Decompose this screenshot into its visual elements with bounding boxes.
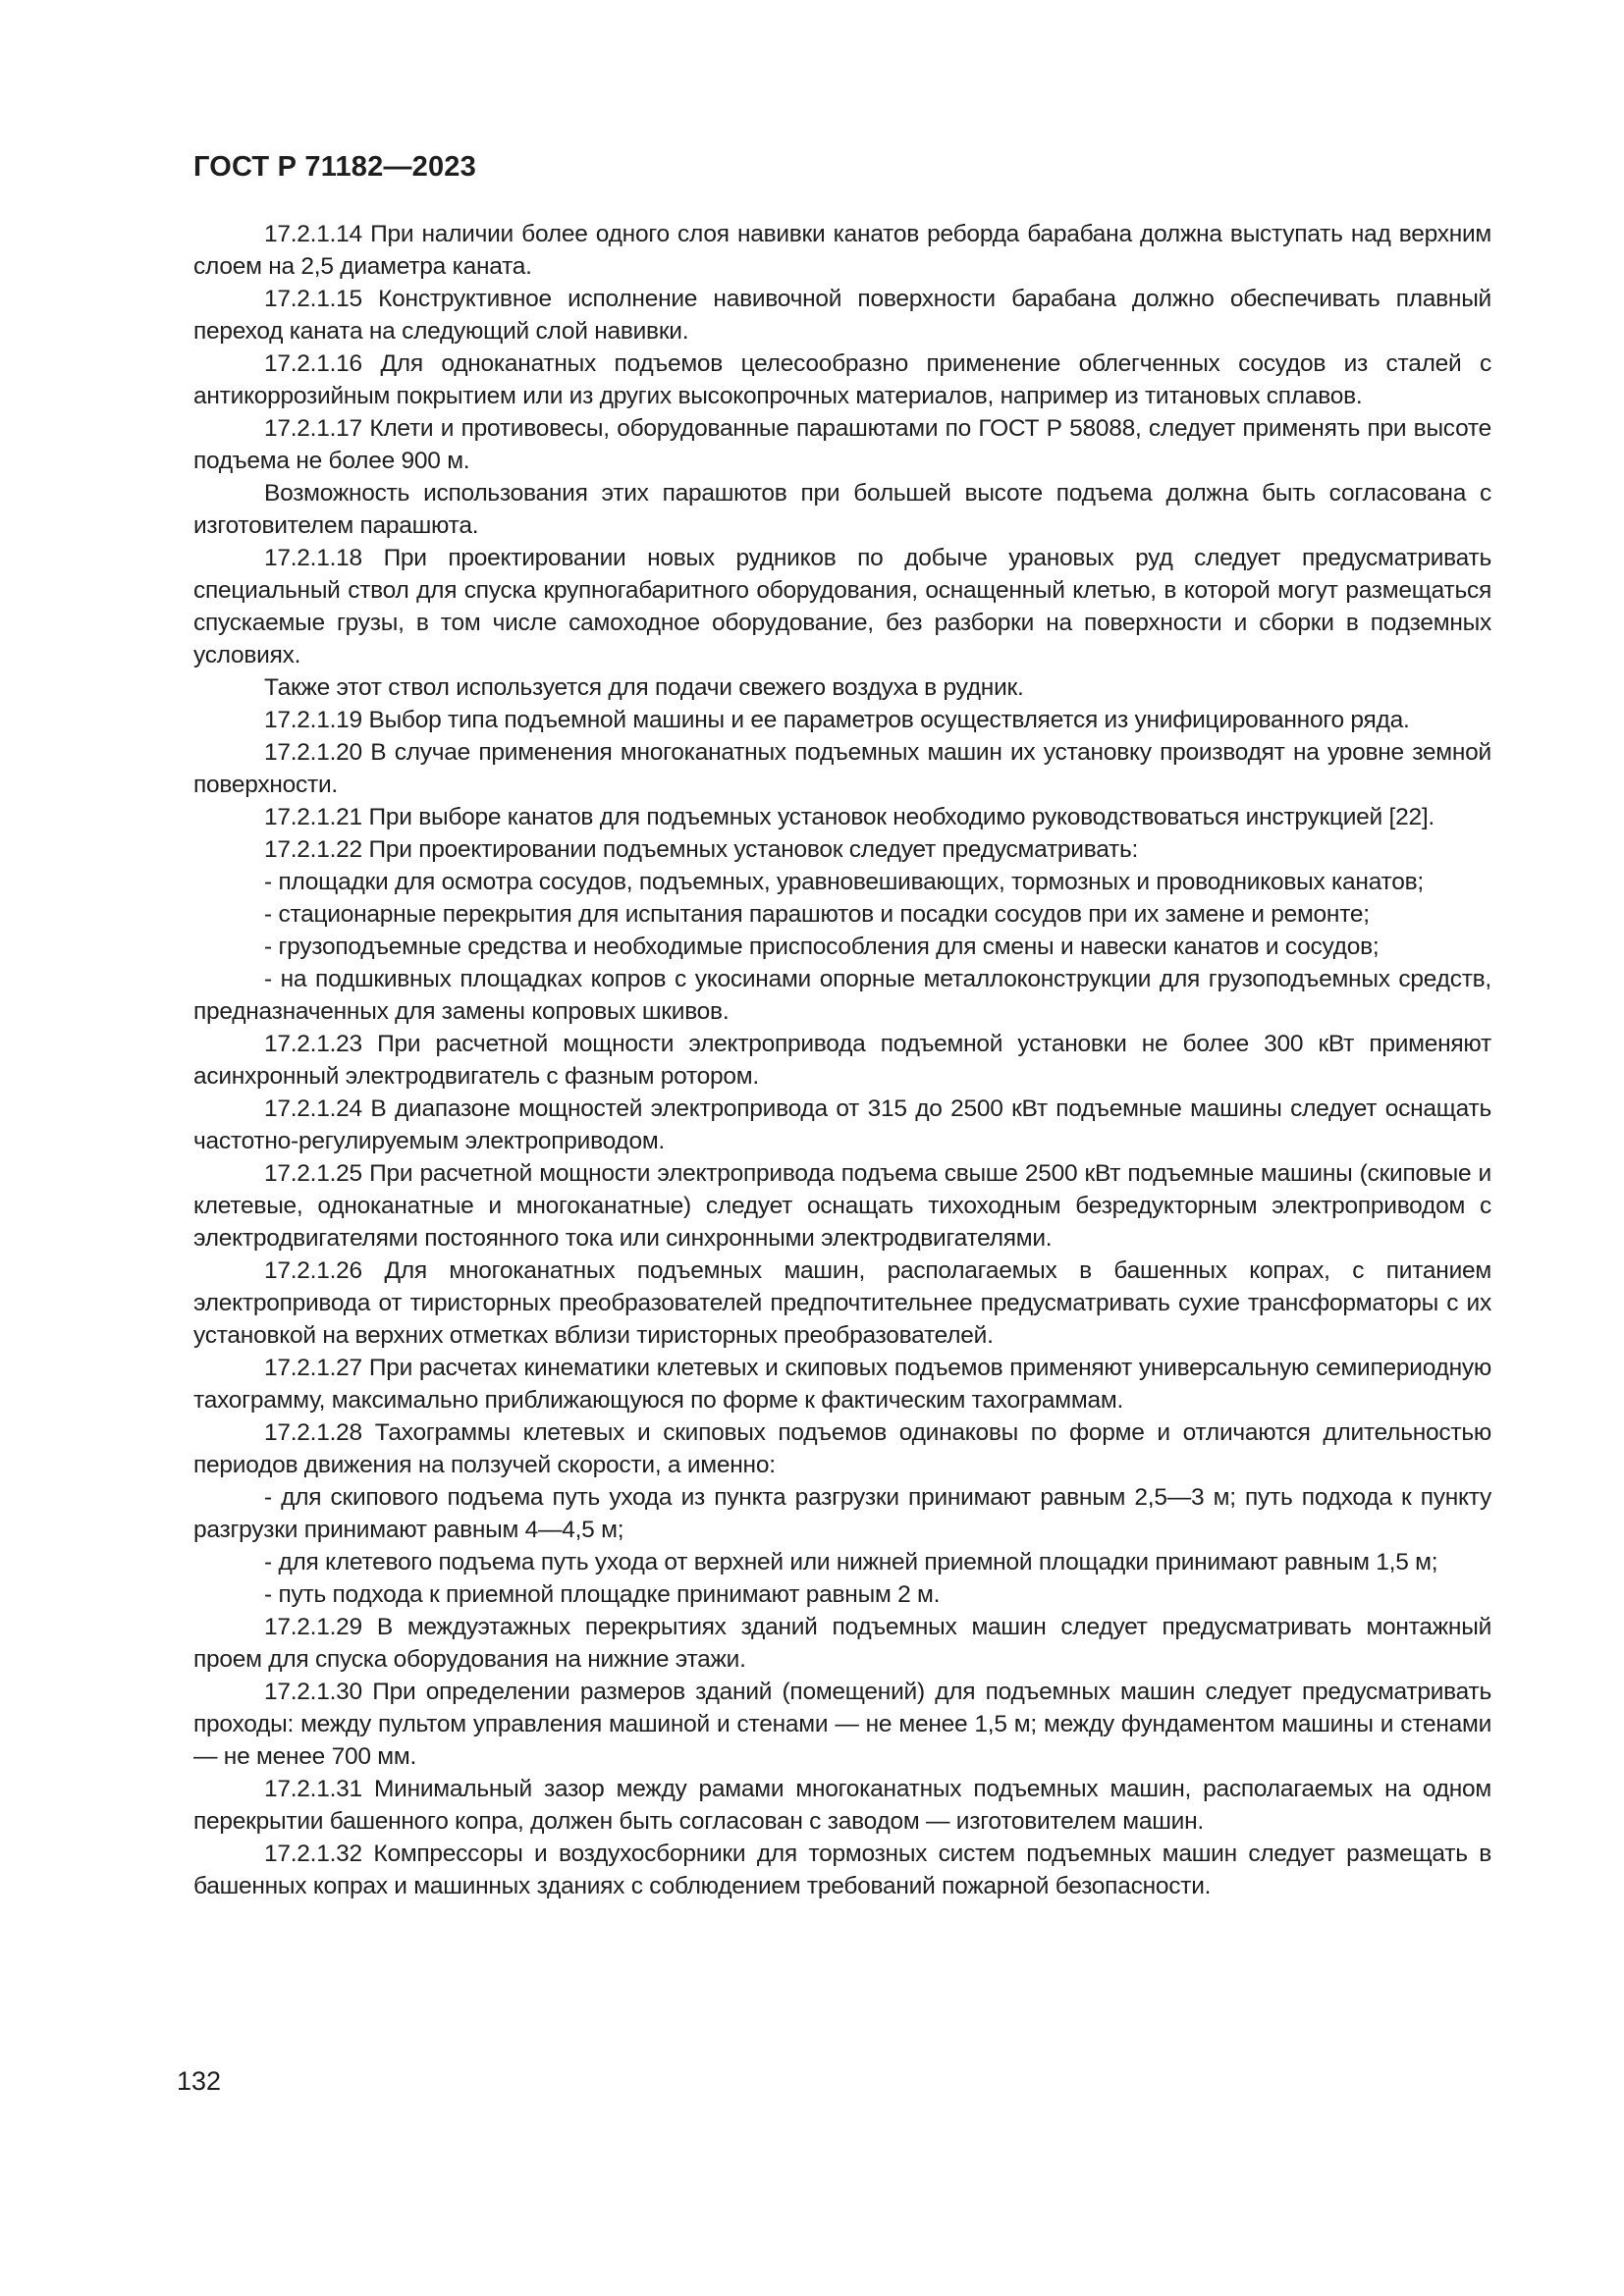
paragraph: Также этот ствол используется для подачи свежего воздуха в рудник. [264,674,1024,701]
paragraph: - площадки для осмотра сосудов, подъемных, уравновешивающих, тормозных и проводниковых канатов; [264,869,1424,895]
paragraph: 17.2.1.21 При выборе канатов для подъемных установок необходимо руководствоваться инструкцией [22]. [264,804,1435,830]
paragraph: 17.2.1.23 При расчетной мощности электропривода подъемной установки не более 300 кВт применяют асинхронный электродвигатель с фазным ротором. [193,1031,1491,1090]
paragraph: 17.2.1.22 При проектировании подъемных установок следует предусматривать: [264,836,1139,863]
paragraph: Возможность использования этих парашютов при большей высоте подъема должна быть согласована с изготовителем парашюта. [193,480,1491,539]
paragraph: 17.2.1.20 В случае применения многоканатных подъемных машин их установку производят на уровне земной поверхности. [193,739,1491,798]
paragraph: - путь подхода к приемной площадке принимают равным 2 м. [264,1581,941,1608]
paragraph: 17.2.1.19 Выбор типа подъемной машины и ее параметров осуществляется из унифицированного ряда. [264,707,1410,733]
paragraph: 17.2.1.31 Минимальный зазор между рамами многоканатных подъемных машин, располагаемых на одном перекрытии башенного копра, должен быть согласован с заводом — изготовителем машин. [193,1776,1491,1835]
paragraph: 17.2.1.18 При проектировании новых рудников по добыче урановых руд следует предусматривать специальный ствол для спуска крупногабаритного оборудования, оснащенный клетью, в которой могут размещаться спускаемые грузы, в том числе самоходное оборудование, без разборки на поверхности и сборки в подземных условиях. [193,545,1491,668]
paragraph: 17.2.1.26 Для многоканатных подъемных машин, располагаемых в башенных копрах, с питанием электропривода от тиристорных преобразователей предпочтительнее предусматривать сухие трансформаторы с их установкой на верхних отметках вблизи тиристорных преобразователей. [193,1257,1491,1349]
paragraph: 17.2.1.29 В междуэтажных перекрытиях зданий подъемных машин следует предусматривать монтажный проем для спуска оборудования на нижние этажи. [193,1614,1491,1673]
paragraph: - грузоподъемные средства и необходимые приспособления для смены и навески канатов и сосудов; [264,934,1380,960]
paragraph: - для скипового подъема путь ухода из пункта разгрузки принимают равным 2,5—3 м; путь подхода к пункту разгрузки принимают равным 4—4,5 м; [193,1484,1491,1543]
paragraph: - для клетевого подъема путь ухода от верхней или нижней приемной площадки принимают равным 1,5 м; [264,1549,1438,1575]
paragraph: 17.2.1.16 Для одноканатных подъемов целесообразно применение облегченных сосудов из сталей с антикоррозийным покрытием или из других высокопрочных материалов, например из титановых сплавов. [193,350,1491,409]
standard-code-header: ГОСТ Р 71182—2023 [193,151,476,183]
paragraph: - на подшкивных площадках копров с укосинами опорные металлоконструкции для грузоподъемных средств, предназначенных для замены копровых шкивов. [193,966,1491,1025]
paragraph: 17.2.1.14 При наличии более одного слоя навивки канатов реборда барабана должна выступать над верхним слоем на 2,5 диаметра каната. [193,221,1491,280]
document-body [193,218,1491,1902]
paragraph: - стационарные перекрытия для испытания парашютов и посадки сосудов при их замене и ремонте; [264,901,1370,928]
paragraph: 17.2.1.28 Тахограммы клетевых и скиповых подъемов одинаковы по форме и отличаются длительностью периодов движения на ползучей скорости, а именно: [193,1419,1491,1478]
paragraph: 17.2.1.32 Компрессоры и воздухосборники для тормозных систем подъемных машин следует размещать в башенных копрах и машинных зданиях с соблюдением требований пожарной безопасности. [193,1841,1491,1899]
paragraph: 17.2.1.27 При расчетах кинематики клетевых и скиповых подъемов применяют универсальную семипериодную тахограмму, максимально приближающуюся по форме к фактическим тахограммам. [193,1355,1491,1414]
paragraph: 17.2.1.15 Конструктивное исполнение навивочной поверхности барабана должно обеспечивать плавный переход каната на следующий слой навивки. [193,286,1491,345]
paragraph: 17.2.1.24 В диапазоне мощностей электропривода от 315 до 2500 кВт подъемные машины следует оснащать частотно-регулируемым электроприводом. [193,1095,1491,1154]
paragraph: 17.2.1.30 При определении размеров зданий (помещений) для подъемных машин следует предусматривать проходы: между пультом управления машиной и стенами — не менее 1,5 м; между фундаментом машины и стенами — не менее 700 мм. [193,1679,1491,1770]
page-number: 132 [177,2066,222,2096]
paragraph: 17.2.1.17 Клети и противовесы, оборудованные парашютами по ГОСТ Р 58088, следует применять при высоте подъема не более 900 м. [193,415,1491,474]
paragraph: 17.2.1.25 При расчетной мощности электропривода подъема свыше 2500 кВт подъемные машины (скиповые и клетевые, одноканатные и многоканатные) следует оснащать тихоходным безредукторным электроприводом с электродвигателями постоянного тока или синхронными электродвигателями. [193,1160,1491,1252]
